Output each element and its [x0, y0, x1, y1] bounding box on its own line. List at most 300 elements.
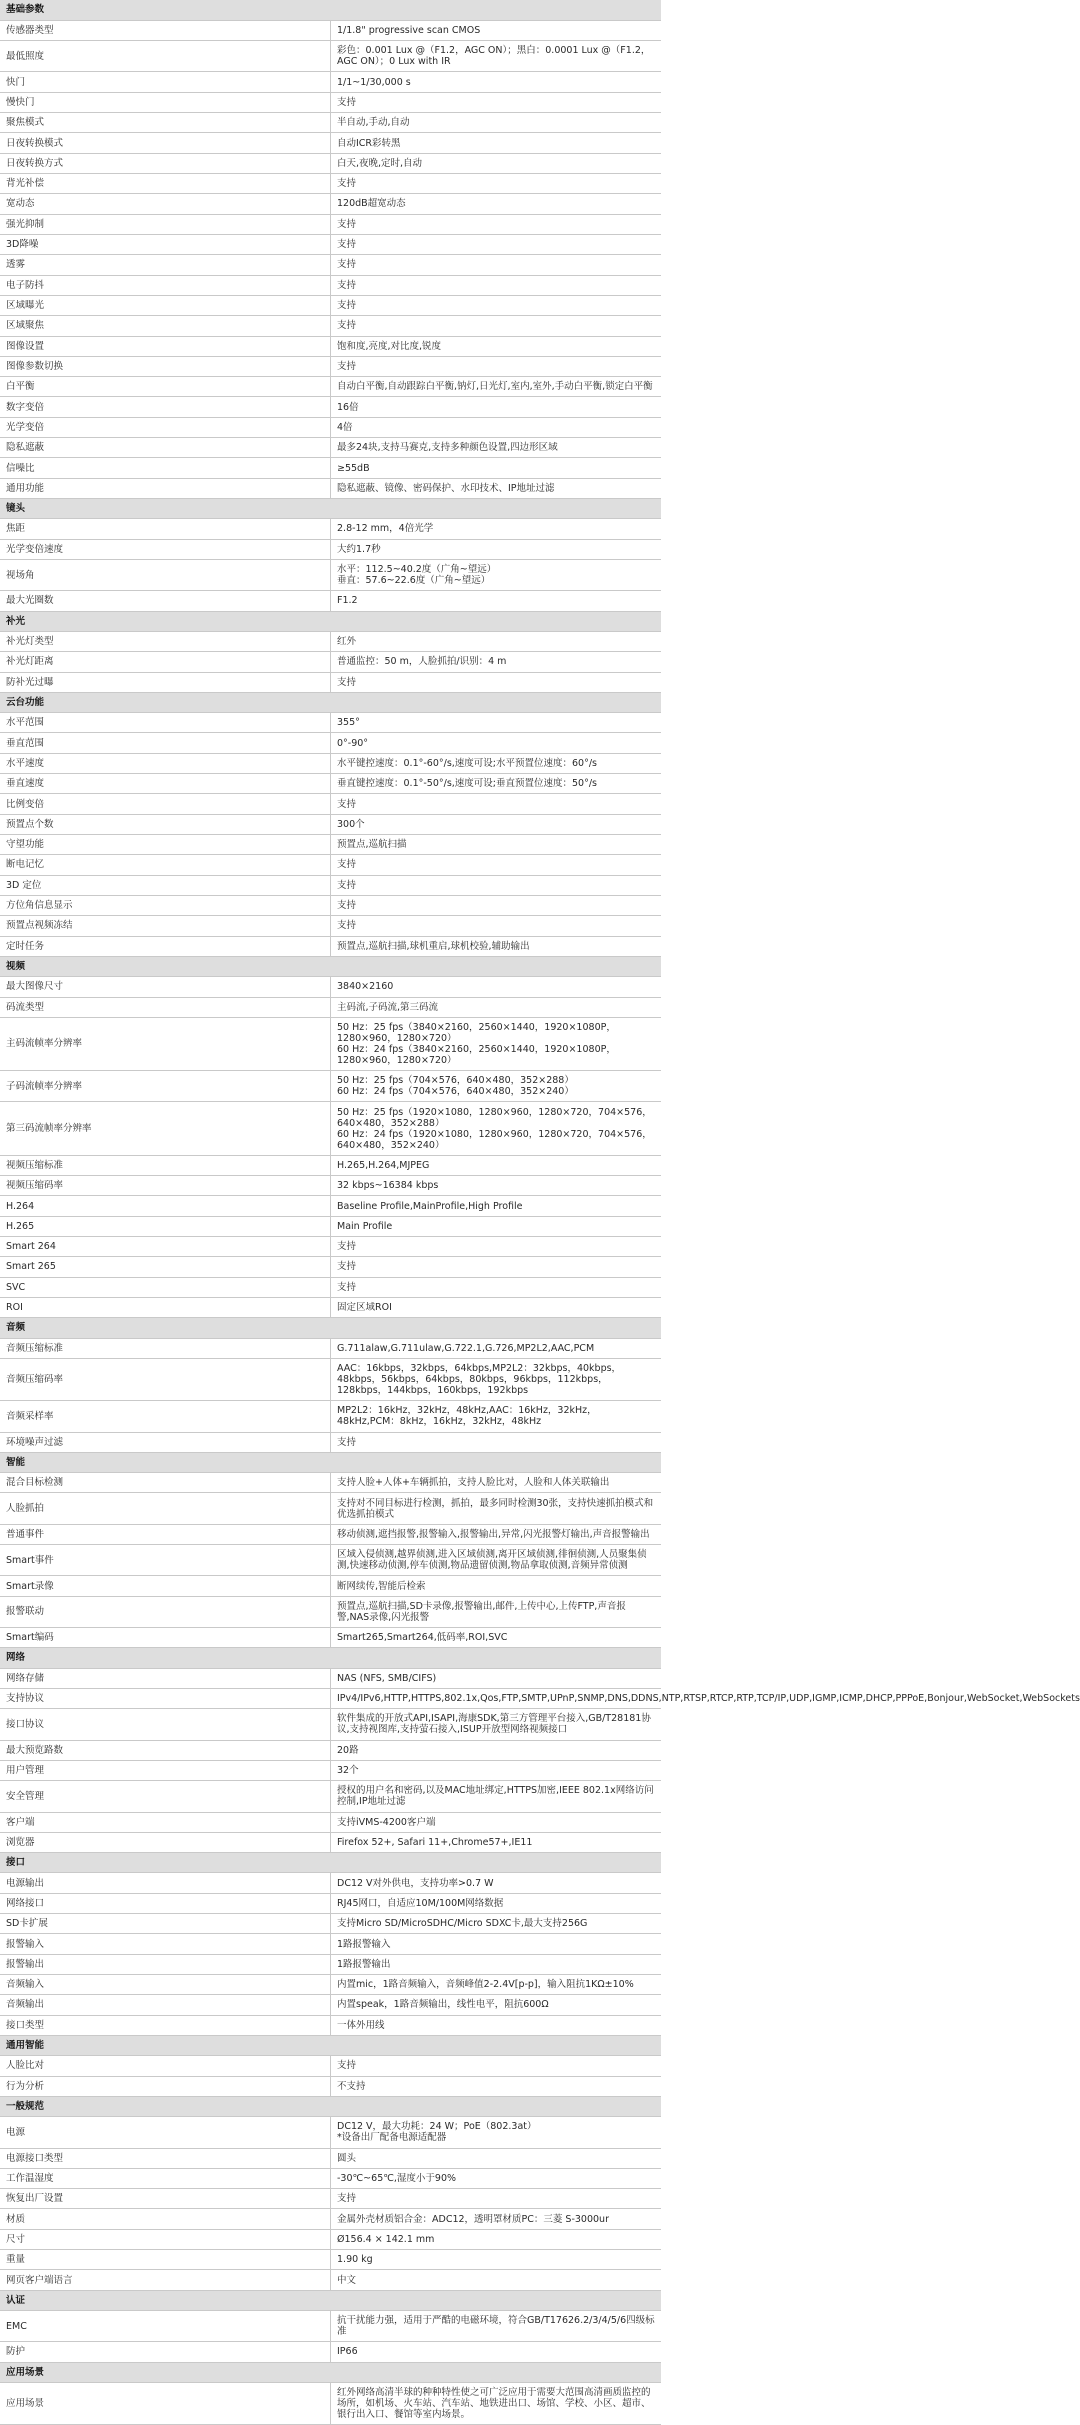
spec-key: 定时任务	[0, 936, 331, 956]
spec-value	[331, 478, 662, 498]
spec-value	[331, 458, 662, 478]
spec-key: 预置点个数	[0, 814, 331, 834]
spec-value-line: 支持	[337, 360, 357, 372]
spec-key: 区域聚焦	[0, 316, 331, 336]
spec-row	[0, 1596, 661, 1627]
section-title	[0, 2096, 661, 2116]
spec-key: 图像设置	[0, 336, 331, 356]
spec-key: 数字变倍	[0, 397, 331, 417]
spec-value	[331, 1338, 662, 1358]
spec-row	[0, 1975, 661, 1995]
spec-row	[0, 41, 661, 72]
spec-key: 补光灯类型	[0, 631, 331, 651]
spec-value	[331, 92, 662, 112]
spec-key: SD卡扩展	[0, 1914, 331, 1934]
spec-row	[0, 631, 661, 651]
spec-row	[0, 1934, 661, 1954]
spec-value	[331, 1102, 662, 1155]
spec-key: 视频压缩标准	[0, 1155, 331, 1175]
spec-value	[331, 174, 662, 194]
spec-key: 日夜转换模式	[0, 133, 331, 153]
spec-value-line: 授权的用户名和密码,以及MAC地址绑定,HTTPS加密,IEEE 802.1x网络访问控制,IP地址过滤	[337, 1785, 654, 1808]
spec-value-line: 自动ICR彩转黑	[337, 137, 401, 149]
spec-value-line: 支持	[337, 300, 357, 312]
spec-key: 背光补偿	[0, 174, 331, 194]
spec-key: 水平范围	[0, 713, 331, 733]
spec-row	[0, 1760, 661, 1780]
section-header	[0, 2096, 661, 2116]
spec-key: 行为分析	[0, 2076, 331, 2096]
spec-value	[331, 1628, 662, 1648]
spec-key: 宽动态	[0, 194, 331, 214]
spec-key: 环境噪声过滤	[0, 1432, 331, 1452]
spec-value	[331, 1995, 662, 2015]
spec-row	[0, 417, 661, 437]
spec-value	[331, 559, 662, 590]
spec-value-line: 自动白平衡,自动跟踪白平衡,钠灯,日光灯,室内,室外,手动白平衡,锁定白平衡	[337, 381, 653, 393]
spec-row	[0, 255, 661, 275]
spec-value-line: 4倍	[337, 421, 353, 433]
spec-value	[331, 1237, 662, 1257]
spec-key: 守望功能	[0, 835, 331, 855]
section-title-text: 基础参数	[6, 4, 45, 16]
spec-key: 垂直速度	[0, 774, 331, 794]
spec-key: 图像参数切换	[0, 356, 331, 376]
section-header	[0, 1318, 661, 1338]
spec-key: 最大预览路数	[0, 1740, 331, 1760]
spec-value-line: 最多24块,支持马赛克,支持多种颜色设置,四边形区域	[337, 442, 558, 454]
spec-row	[0, 2168, 661, 2188]
spec-row	[0, 1237, 661, 1257]
section-title-text: 云台功能	[6, 696, 45, 708]
spec-row	[0, 1196, 661, 1216]
spec-value-line: 支持	[337, 2193, 357, 2205]
spec-key: ROI	[0, 1297, 331, 1317]
section-header	[0, 1452, 661, 1472]
spec-value-line: Baseline Profile,MainProfile,High Profile	[337, 1200, 523, 1212]
spec-row	[0, 2342, 661, 2362]
section-title	[0, 1318, 661, 1338]
section-header	[0, 2290, 661, 2310]
spec-value-line: 半自动,手动,自动	[337, 117, 410, 129]
spec-value	[331, 519, 662, 539]
spec-row	[0, 713, 661, 733]
spec-row	[0, 875, 661, 895]
spec-row	[0, 652, 661, 672]
spec-row	[0, 835, 661, 855]
spec-value-line: 支持	[337, 676, 357, 688]
spec-key: 子码流帧率分辨率	[0, 1071, 331, 1102]
spec-row	[0, 936, 661, 956]
spec-value	[331, 916, 662, 936]
section-title	[0, 1452, 661, 1472]
spec-value-line: 1/1.8" progressive scan CMOS	[337, 24, 481, 36]
spec-row	[0, 214, 661, 234]
spec-key: 安全管理	[0, 1781, 331, 1812]
spec-value-line: 120dB超宽动态	[337, 198, 406, 210]
spec-key: Smart 265	[0, 1257, 331, 1277]
spec-key: 网络存储	[0, 1668, 331, 1688]
spec-key: 光学变倍	[0, 417, 331, 437]
spec-key: 垂直范围	[0, 733, 331, 753]
spec-value	[331, 336, 662, 356]
spec-value	[331, 631, 662, 651]
spec-row	[0, 1216, 661, 1236]
spec-value-line: 50 Hz：25 fps（704×576，640×480，352×288）	[337, 1075, 574, 1087]
spec-value	[331, 397, 662, 417]
spec-row	[0, 774, 661, 794]
spec-value-line: 支持	[337, 1436, 357, 1448]
spec-value	[331, 113, 662, 133]
spec-value	[331, 936, 662, 956]
spec-value-line: 0°-90°	[337, 737, 369, 749]
spec-value-line: 1路报警输出	[337, 1958, 391, 1970]
section-title	[0, 2362, 661, 2382]
spec-value	[331, 1017, 662, 1070]
spec-row	[0, 1893, 661, 1913]
spec-row	[0, 997, 661, 1017]
spec-value	[331, 1071, 662, 1102]
spec-value-line: 内置speak，1路音频输出，线性电平，阻抗600Ω	[337, 1999, 549, 2011]
spec-row	[0, 1432, 661, 1452]
spec-key: 音频输入	[0, 1975, 331, 1995]
spec-key: 音频压缩标准	[0, 1338, 331, 1358]
section-title	[0, 692, 661, 712]
spec-key: 码流类型	[0, 997, 331, 1017]
spec-value-line: 3840×2160	[337, 981, 394, 993]
spec-row	[0, 895, 661, 915]
spec-key: 工作温湿度	[0, 2168, 331, 2188]
spec-key: 水平速度	[0, 753, 331, 773]
spec-value-line: 20路	[337, 1744, 359, 1756]
spec-row	[0, 234, 661, 254]
spec-row	[0, 1740, 661, 1760]
spec-row	[0, 1102, 661, 1155]
spec-value-line: 软件集成的开放式API,ISAPI,海康SDK,第三方管理平台接入,GB/T28181协议,支持视图库,支持萤石接入,ISUP开放型网络视频接口	[337, 1713, 651, 1736]
spec-row	[0, 1524, 661, 1544]
spec-value	[331, 1297, 662, 1317]
spec-value-line: AAC：16kbps，32kbps，64kbps,MP2L2：32kbps，40kbps，48kbps，56kbps，64kbps，80kbps，96kbps，112kbps，128kbps，144kbps，160kbps，192kbps	[337, 1363, 622, 1397]
spec-row	[0, 2311, 661, 2342]
spec-value-line: 支持	[337, 96, 357, 108]
spec-value-line: 支持	[337, 798, 357, 810]
spec-key: Smart 264	[0, 1237, 331, 1257]
spec-key: 混合目标检测	[0, 1473, 331, 1493]
spec-value-line: 垂直：57.6~22.6度（广角~望远）	[337, 575, 491, 587]
spec-value	[331, 539, 662, 559]
spec-row	[0, 2056, 661, 2076]
spec-row	[0, 1628, 661, 1648]
spec-row	[0, 2015, 661, 2035]
spec-value	[331, 1709, 662, 1740]
spec-key: 3D降噪	[0, 234, 331, 254]
spec-value-line: 不支持	[337, 2080, 366, 2092]
section-header	[0, 2362, 661, 2382]
spec-row	[0, 916, 661, 936]
section-title	[0, 1853, 661, 1873]
section-title	[0, 611, 661, 631]
spec-key: SVC	[0, 1277, 331, 1297]
section-header	[0, 692, 661, 712]
spec-row	[0, 1832, 661, 1852]
spec-key: 电源	[0, 2117, 331, 2148]
spec-value-line: 固定区域ROI	[337, 1302, 392, 1314]
spec-key: 聚焦模式	[0, 113, 331, 133]
spec-row	[0, 2250, 661, 2270]
spec-row	[0, 72, 661, 92]
spec-row	[0, 1873, 661, 1893]
spec-value-line: 抗干扰能力强，适用于严酷的电磁环境，符合GB/T17626.2/3/4/5/6四级标准	[337, 2315, 655, 2338]
spec-key: 3D 定位	[0, 875, 331, 895]
spec-value-line: 内置mic，1路音频输入，音频峰值2-2.4V[p-p]，输入阻抗1KΩ±10%	[337, 1979, 634, 1991]
spec-value-line: 中文	[337, 2274, 357, 2286]
spec-row	[0, 1297, 661, 1317]
spec-row	[0, 295, 661, 315]
spec-row	[0, 733, 661, 753]
spec-row	[0, 672, 661, 692]
spec-row	[0, 377, 661, 397]
spec-row	[0, 1358, 661, 1400]
spec-row	[0, 113, 661, 133]
spec-value	[331, 214, 662, 234]
spec-value-line: IPv4/IPv6,HTTP,HTTPS,802.1x,Qos,FTP,SMTP,UPnP,SNMP,DNS,DDNS,NTP,RTSP,RTCP,RTP,TCP/IP,UDP,IGMP,ICMP,DHCP,PPPoE,Bonjour,WebSocket,WebSockets	[337, 1693, 1080, 1705]
spec-value-line: 水平：112.5~40.2度（广角~望远）	[337, 564, 497, 576]
spec-value	[331, 2311, 662, 2342]
spec-row	[0, 1257, 661, 1277]
spec-value	[331, 255, 662, 275]
spec-value	[331, 2270, 662, 2290]
spec-value-line: 彩色：0.001 Lux @（F1.2，AGC ON）；黑白：0.0001 Lux @（F1.2，AGC ON）；0 Lux with IR	[337, 45, 651, 68]
spec-key: 视场角	[0, 559, 331, 590]
spec-key: 强光抑制	[0, 214, 331, 234]
spec-value-line: 支持	[337, 1261, 357, 1273]
spec-key: 恢复出厂设置	[0, 2189, 331, 2209]
spec-value-line: 支持	[337, 920, 357, 932]
spec-value	[331, 194, 662, 214]
spec-key: 最低照度	[0, 41, 331, 72]
spec-value	[331, 713, 662, 733]
spec-row	[0, 753, 661, 773]
spec-value-line: 32 kbps~16384 kbps	[337, 1180, 439, 1192]
section-title-text: 接口	[6, 1857, 26, 1869]
spec-value-line: 饱和度,亮度,对比度,锐度	[337, 340, 442, 352]
spec-key: 白平衡	[0, 377, 331, 397]
spec-row	[0, 2189, 661, 2209]
section-title-text: 音频	[6, 1322, 26, 1334]
spec-value-line: 支持对不同目标进行检测，抓拍，最多同时检测30张，支持快速抓拍模式和优选抓拍模式	[337, 1497, 654, 1520]
spec-value	[331, 855, 662, 875]
spec-value	[331, 814, 662, 834]
spec-value-line: 支持	[337, 1241, 357, 1253]
spec-value-line: 1/1~1/30,000 s	[337, 76, 411, 88]
spec-key: 透雾	[0, 255, 331, 275]
spec-row	[0, 133, 661, 153]
spec-key: 补光灯距离	[0, 652, 331, 672]
spec-row	[0, 1545, 661, 1576]
spec-value	[331, 1934, 662, 1954]
spec-value-line: 预置点,巡航扫描,SD卡录像,报警输出,邮件,上传中心,上传FTP,声音报警,NAS录像,闪光报警	[337, 1600, 626, 1623]
spec-row	[0, 92, 661, 112]
spec-value	[331, 1873, 662, 1893]
spec-value	[331, 2189, 662, 2209]
spec-value-line: 主码流,子码流,第三码流	[337, 1001, 439, 1013]
spec-row	[0, 1017, 661, 1070]
spec-key: 电源输出	[0, 1873, 331, 1893]
spec-value	[331, 1257, 662, 1277]
spec-value	[331, 1668, 662, 1688]
spec-row	[0, 1576, 661, 1596]
spec-key: 支持协议	[0, 1688, 331, 1708]
spec-row	[0, 153, 661, 173]
spec-value	[331, 774, 662, 794]
spec-value-line: 60 Hz：24 fps（704×576，640×480，352×240）	[337, 1086, 574, 1098]
spec-value-line: 圆头	[337, 2152, 357, 2164]
spec-key: 主码流帧率分辨率	[0, 1017, 331, 1070]
spec-value	[331, 2209, 662, 2229]
spec-row	[0, 1954, 661, 1974]
spec-value	[331, 2382, 662, 2424]
spec-row	[0, 1709, 661, 1740]
section-title	[0, 956, 661, 976]
spec-row	[0, 539, 661, 559]
section-title-text: 应用场景	[6, 2366, 45, 2378]
section-title-text: 网络	[6, 1652, 26, 1664]
spec-key: 最大光圈数	[0, 591, 331, 611]
section-header	[0, 1853, 661, 1873]
spec-value	[331, 835, 662, 855]
spec-value-line: 大约1.7秒	[337, 543, 381, 555]
spec-row	[0, 1277, 661, 1297]
spec-value	[331, 438, 662, 458]
spec-value	[331, 977, 662, 997]
spec-key: 快门	[0, 72, 331, 92]
spec-key: 电子防抖	[0, 275, 331, 295]
spec-row	[0, 1688, 661, 1708]
spec-key: Smart录像	[0, 1576, 331, 1596]
spec-key: 隐私遮蔽	[0, 438, 331, 458]
spec-key: 网络接口	[0, 1893, 331, 1913]
spec-row	[0, 1155, 661, 1175]
spec-value-line: 金属外壳材质铝合金：ADC12，透明罩材质PC：三菱 S-3000ur	[337, 2213, 609, 2225]
spec-row	[0, 1176, 661, 1196]
spec-value-line: F1.2	[337, 595, 358, 607]
spec-key: 音频采样率	[0, 1401, 331, 1432]
spec-value-line: 一体外用线	[337, 2019, 385, 2031]
spec-row	[0, 174, 661, 194]
spec-value-line: 水平键控速度：0.1°-60°/s,速度可设;水平预置位速度：60°/s	[337, 757, 597, 769]
spec-value	[331, 1196, 662, 1216]
spec-value	[331, 794, 662, 814]
spec-value	[331, 672, 662, 692]
spec-value	[331, 1688, 1080, 1708]
spec-key: 普通事件	[0, 1524, 331, 1544]
spec-value-line: 支持	[337, 1281, 357, 1293]
section-title-text: 通用智能	[6, 2040, 45, 2052]
spec-key: 音频输出	[0, 1995, 331, 2015]
spec-value-line: 白天,夜晚,定时,自动	[337, 157, 423, 169]
spec-value	[331, 1954, 662, 1974]
spec-row	[0, 478, 661, 498]
spec-value	[331, 753, 662, 773]
spec-value-line: 300个	[337, 818, 365, 830]
section-title-text: 镜头	[6, 503, 26, 515]
spec-key: 断电记忆	[0, 855, 331, 875]
spec-value	[331, 2148, 662, 2168]
spec-row	[0, 316, 661, 336]
spec-row	[0, 275, 661, 295]
spec-key: 人脸比对	[0, 2056, 331, 2076]
spec-row	[0, 2209, 661, 2229]
spec-value-line: 支持	[337, 320, 357, 332]
spec-value	[331, 1401, 662, 1432]
spec-row	[0, 977, 661, 997]
spec-key: 报警输入	[0, 1934, 331, 1954]
spec-value	[331, 133, 662, 153]
spec-value-line: -30℃~65℃,湿度小于90%	[337, 2172, 457, 2184]
spec-value-line: Smart265,Smart264,低码率,ROI,SVC	[337, 1632, 508, 1644]
spec-value	[331, 1832, 662, 1852]
spec-key: 电源接口类型	[0, 2148, 331, 2168]
spec-value	[331, 1576, 662, 1596]
spec-key: 预置点视频冻结	[0, 916, 331, 936]
spec-key: 用户管理	[0, 1760, 331, 1780]
spec-key: 区域曝光	[0, 295, 331, 315]
spec-row	[0, 438, 661, 458]
spec-value	[331, 1812, 662, 1832]
spec-key: 报警输出	[0, 1954, 331, 1974]
section-title	[0, 1648, 661, 1668]
spec-value-line: 支持Micro SD/MicroSDHC/Micro SDXC卡,最大支持256G	[337, 1918, 588, 1930]
section-title-text: 智能	[6, 1456, 26, 1468]
section-title	[0, 2035, 661, 2055]
spec-row	[0, 2148, 661, 2168]
spec-key: 慢快门	[0, 92, 331, 112]
spec-row	[0, 814, 661, 834]
spec-value-line: MP2L2：16kHz，32kHz，48kHz,AAC：16kHz，32kHz，48kHz,PCM：8kHz，16kHz，32kHz，48kHz	[337, 1405, 597, 1428]
spec-value	[331, 1914, 662, 1934]
spec-key: 比例变倍	[0, 794, 331, 814]
section-header	[0, 0, 661, 20]
spec-row	[0, 1071, 661, 1102]
spec-value	[331, 2015, 662, 2035]
spec-row	[0, 1338, 661, 1358]
spec-key: 日夜转换方式	[0, 153, 331, 173]
spec-value	[331, 1975, 662, 1995]
spec-value	[331, 1473, 662, 1493]
spec-row	[0, 2270, 661, 2290]
spec-key: 网页客户端语言	[0, 2270, 331, 2290]
spec-value-line: 支持iVMS-4200客户端	[337, 1816, 436, 1828]
spec-row	[0, 794, 661, 814]
spec-value	[331, 1277, 662, 1297]
section-header	[0, 611, 661, 631]
spec-value	[331, 2056, 662, 2076]
spec-value-line: 断网续传,智能后检索	[337, 1580, 426, 1592]
spec-key: 应用场景	[0, 2382, 331, 2424]
section-header	[0, 956, 661, 976]
spec-row	[0, 194, 661, 214]
spec-value-line: RJ45网口，自适应10M/100M网络数据	[337, 1897, 504, 1909]
spec-key: 材质	[0, 2209, 331, 2229]
spec-value-line: 区域入侵侦测,越界侦测,进入区域侦测,离开区域侦测,徘徊侦测,人员聚集侦测,快速移动侦测,停车侦测,物品遗留侦测,物品拿取侦测,音频异常侦测	[337, 1549, 647, 1572]
spec-value-line: 2.8-12 mm，4倍光学	[337, 523, 434, 535]
spec-value-line: 支持	[337, 279, 357, 291]
spec-row	[0, 20, 661, 40]
spec-value-line: 普通监控：50 m，人脸抓拍/识别：4 m	[337, 656, 507, 668]
spec-value	[331, 234, 662, 254]
spec-key: 浏览器	[0, 1832, 331, 1852]
spec-value-line: 1.90 kg	[337, 2254, 373, 2266]
